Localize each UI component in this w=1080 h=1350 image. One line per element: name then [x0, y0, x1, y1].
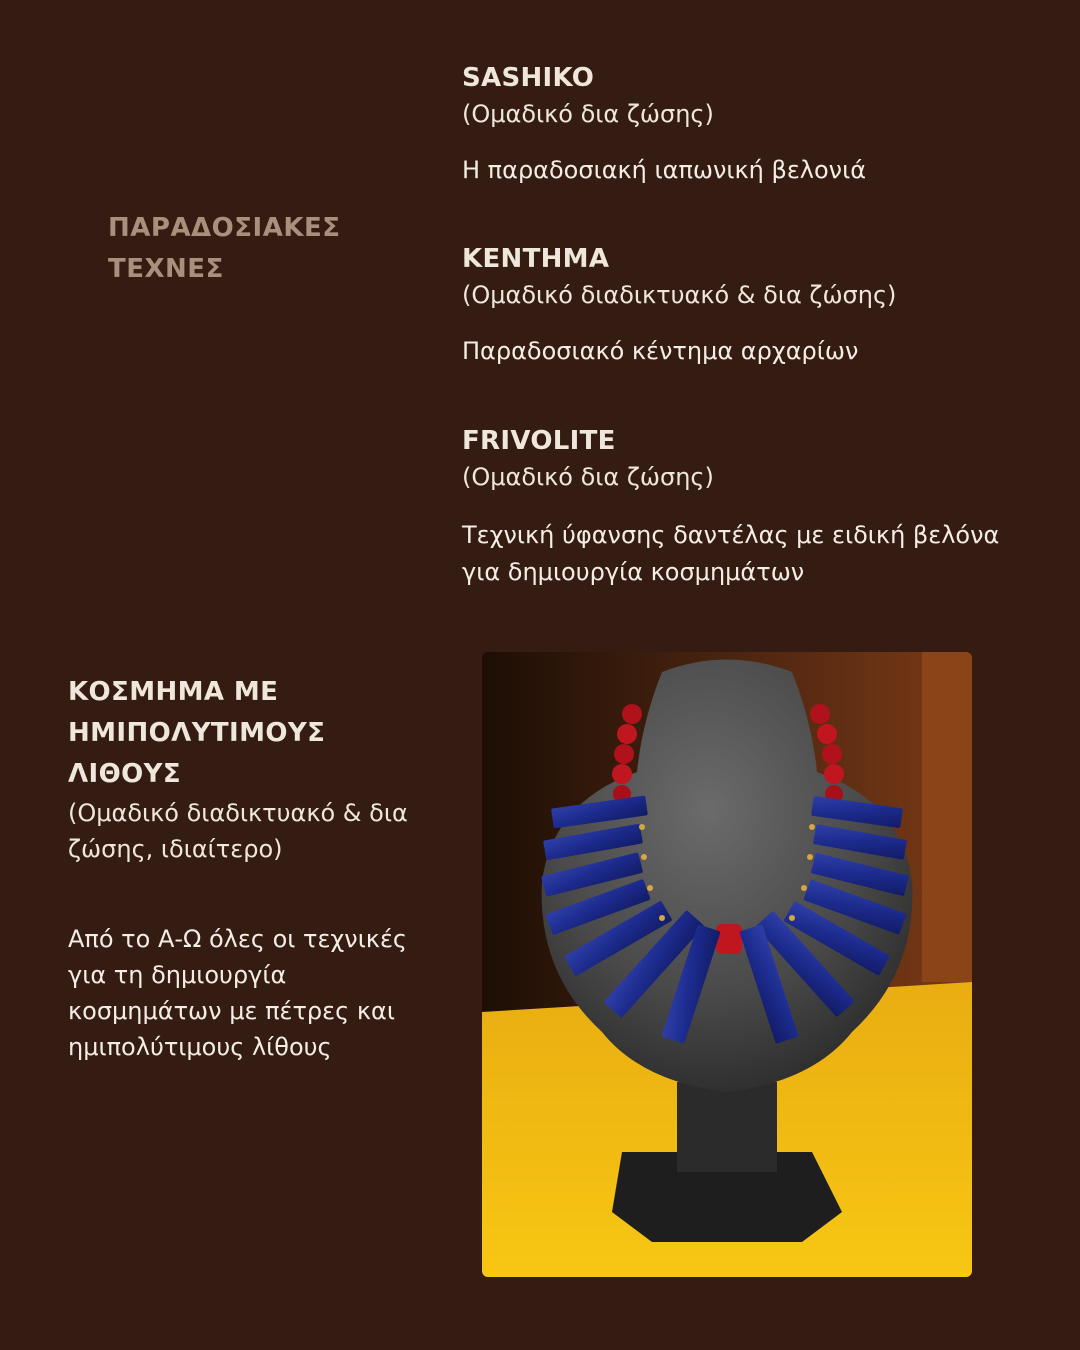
- course-sashiko: [462, 60, 1042, 189]
- course-description-line: Τεχνική ύφανσης δαντέλας με ειδική βελόνα: [462, 521, 1000, 549]
- coral-bead: [810, 704, 830, 724]
- section-title: [108, 208, 408, 290]
- course-mode: (Ομαδικό δια ζώσης): [462, 100, 714, 128]
- jewelry-course: [68, 672, 448, 867]
- coral-bead: [824, 764, 844, 784]
- coral-bead: [817, 724, 837, 744]
- course-description-line: Παραδοσιακό κέντημα αρχαρίων: [462, 337, 859, 365]
- jewelry-title: [68, 672, 448, 795]
- jewelry-mode-line: ζώσης, ιδιαίτερο): [68, 835, 283, 863]
- course-description: [462, 517, 1042, 591]
- course-description: [462, 152, 1042, 189]
- gold-spacer: [807, 854, 813, 860]
- course-kentima: [462, 241, 1042, 370]
- wall-panel: [922, 652, 972, 982]
- course-title: ΚΕΝΤΗΜΑ: [462, 244, 610, 274]
- jewelry-title-line: ΚΟΣΜΗΜΑ ΜΕ: [68, 677, 279, 707]
- course-frivolite: [462, 423, 1042, 591]
- stand-neck: [677, 1082, 777, 1172]
- jewelry-description-line: κοσμημάτων με πέτρες και: [68, 997, 395, 1025]
- course-mode: (Ομαδικό διαδικτυακό & δια ζώσης): [462, 281, 897, 309]
- gold-spacer: [801, 885, 807, 891]
- jewelry-mode-line: (Ομαδικό διαδικτυακό & δια: [68, 799, 408, 827]
- necklace-illustration: [482, 652, 972, 1277]
- necklace-photo: [482, 652, 972, 1277]
- gold-spacer: [809, 824, 815, 830]
- coral-bead: [612, 764, 632, 784]
- gold-spacer: [641, 854, 647, 860]
- jewelry-description-line: ημιπολύτιμους λίθους: [68, 1033, 332, 1061]
- jewelry-title-line: ΗΜΙΠΟΛΥΤΙΜΟΥΣ: [68, 718, 326, 748]
- coral-bead: [822, 744, 842, 764]
- course-mode: (Ομαδικό δια ζώσης): [462, 463, 714, 491]
- course-description-line: για δημιουργία κοσμημάτων: [462, 558, 805, 586]
- jewelry-mode: [68, 795, 448, 867]
- gold-spacer: [659, 915, 665, 921]
- section-title-line: ΠΑΡΑΔΟΣΙΑΚΕΣ: [108, 213, 341, 243]
- gold-spacer: [789, 915, 795, 921]
- jewelry-description: [68, 921, 448, 1065]
- coral-bead: [617, 724, 637, 744]
- course-description: [462, 333, 1042, 370]
- coral-center-bead: [716, 924, 742, 954]
- gold-spacer: [647, 885, 653, 891]
- course-description-line: Η παραδοσιακή ιαπωνική βελονιά: [462, 156, 867, 184]
- section-title-line: ΤΕΧΝΕΣ: [108, 254, 224, 284]
- jewelry-title-line: ΛΙΘΟΥΣ: [68, 759, 181, 789]
- coral-bead: [614, 744, 634, 764]
- coral-bead: [622, 704, 642, 724]
- course-title: FRIVOLITE: [462, 426, 616, 456]
- jewelry-description-line: Από το Α-Ω όλες οι τεχνικές: [68, 925, 408, 953]
- course-title: SASHIKO: [462, 63, 595, 93]
- jewelry-description-line: για τη δημιουργία: [68, 961, 287, 989]
- gold-spacer: [639, 824, 645, 830]
